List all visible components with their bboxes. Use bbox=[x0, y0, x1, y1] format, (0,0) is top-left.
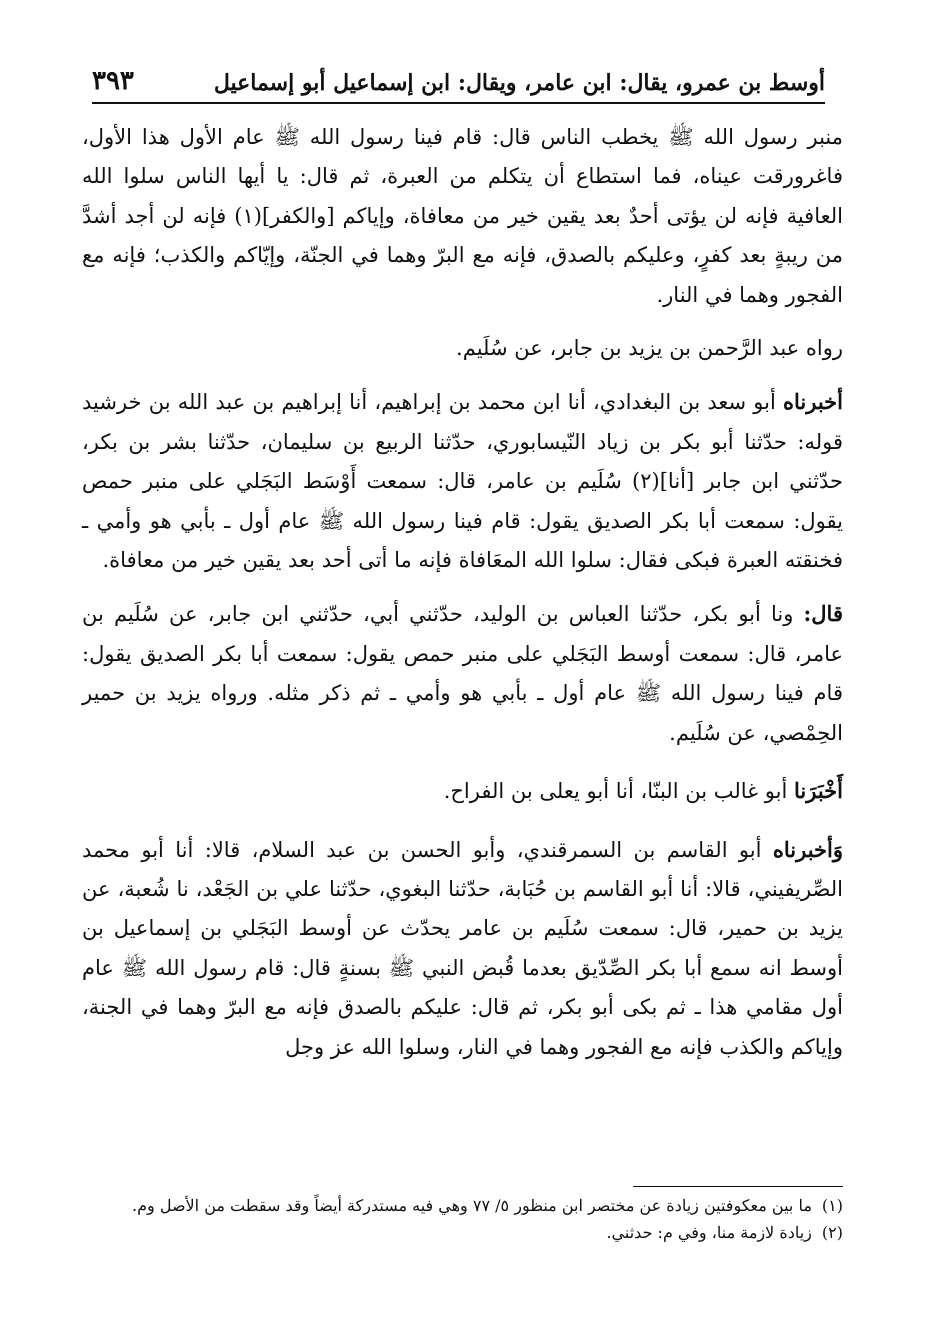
footnote-number: (٢) bbox=[821, 1223, 843, 1242]
main-text bbox=[82, 118, 843, 1067]
paragraph-lead: وَأخبرناه bbox=[772, 836, 843, 862]
footnotes bbox=[82, 1192, 843, 1246]
paragraph-lead: أَخْبَرَنا bbox=[794, 778, 843, 804]
footnote-text: زيادة لازمة منا، وفي م: حدثني. bbox=[606, 1223, 812, 1242]
page-header bbox=[92, 50, 825, 104]
footnote-divider bbox=[633, 1186, 843, 1187]
paragraph-lead: أخبرناه bbox=[782, 389, 843, 415]
paragraph bbox=[82, 594, 843, 753]
paragraph bbox=[82, 118, 843, 315]
paragraph-text: منبر رسول الله ﷺ يخطب الناس قال: قام فينا رسول الله ﷺ عام الأول هذا الأول، فاغرورقت عيناه، فما استطاع أن يتكلم من العبرة، ثم قال: يا أيها الناس سلوا الله العافية فإنه لن يؤتى أحدٌ بعد يقين خير من معافاة، وإياكم [والكفر](١) فإنه لن أجد أشدَّ من ريبةٍ بعد كفرٍ، وعليكم بالصدق، فإنه مع البرّ وهما في الجنّة، وإيّاكم والكذب؛ فإنه مع الفجور وهما في النار. bbox=[82, 125, 843, 307]
paragraph bbox=[82, 382, 843, 580]
paragraph-text: أبو سعد بن البغدادي، أنا ابن محمد بن إبراهيم، أنا إبراهيم بن عبد الله بن خرشيد قوله: حدّثنا أبو بكر بن زياد النّيسابوري، حدّثنا الربيع بن سليمان، حدّثنا بشر بن بكر، حدّثني ابن جابر [أنا](٢) سُلَيم بن عامر، قال: سمعت أَوْسَط البَجَلي على منبر حمص يقول: سمعت أبا بكر الصديق يقول: قام فينا رسول الله ﷺ عام أول ـ بأبي هو وأمي ـ فخنقته العبرة فبكى فقال: سلوا الله المعَافاة فإنه ما أتى أحد بعد يقين خير من معافاة. bbox=[82, 390, 843, 573]
paragraph-text: ونا أبو بكر، حدّثنا العباس بن الوليد، حدّثني أبي، حدّثني ابن جابر، عن سُلَيم بن عامر، قال: سمعت أوسط البَجَلي على منبر حمص يقول: سمعت أبا بكر الصديق يقول: قام فينا رسول الله ﷺ عام أول ـ بأبي هو وأمي ـ ثم ذكر مثله. ورواه يزيد بن حمير الحِمْصي، عن سُلَيم. bbox=[82, 602, 843, 745]
page-number: ٣٩٣ bbox=[92, 66, 134, 96]
paragraph-text: رواه عبد الرَّحمن بن يزيد بن جابر، عن سُلَيم. bbox=[456, 336, 843, 361]
paragraph-lead: قال: bbox=[803, 601, 843, 627]
paragraph bbox=[82, 830, 843, 1067]
footnote bbox=[82, 1192, 843, 1219]
running-title: أوسط بن عمرو، يقال: ابن عامر، ويقال: ابن إسماعيل أبو إسماعيل bbox=[213, 70, 825, 96]
paragraph bbox=[82, 329, 843, 368]
paragraph-text: أبو القاسم بن السمرقندي، وأبو الحسن بن عبد السلام، قالا: أنا أبو محمد الصِّريفيني، قالا: أنا أبو القاسم بن حُبَابة، حدّثنا البغوي، حدّثنا علي بن الجَعْد، نا شُعبة، عن يزيد بن حمير، قال: سمعت سُلَيم بن عامر يحدّث عن أوسط البَجَلي بن إسماعيل بن أوسط انه سمع أبا بكر الصِّدّيق بعدما قُبض النبي ﷺ بسنةٍ قال: قام رسول الله ﷺ عام أول مقامي هذا ـ ثم بكى أبو بكر، ثم قال: عليكم بالصدق فإنه مع البرّ وهما في الجنة، وإياكم والكذب فإنه مع الفجور وهما في النار، وسلوا الله عز وجل bbox=[82, 837, 843, 1059]
footnote-number: (١) bbox=[821, 1196, 843, 1215]
paragraph bbox=[82, 771, 843, 811]
footnote bbox=[82, 1219, 843, 1246]
footnote-text: ما بين معكوفتين زيادة عن مختصر ابن منظور ٥/ ٧٧ وهي فيه مستدركة أيضاً وقد سقطت من الأصل وم. bbox=[132, 1196, 812, 1215]
paragraph-text: أبو غالب بن البنّا، أنا أبو يعلى بن الفراح. bbox=[443, 779, 788, 804]
